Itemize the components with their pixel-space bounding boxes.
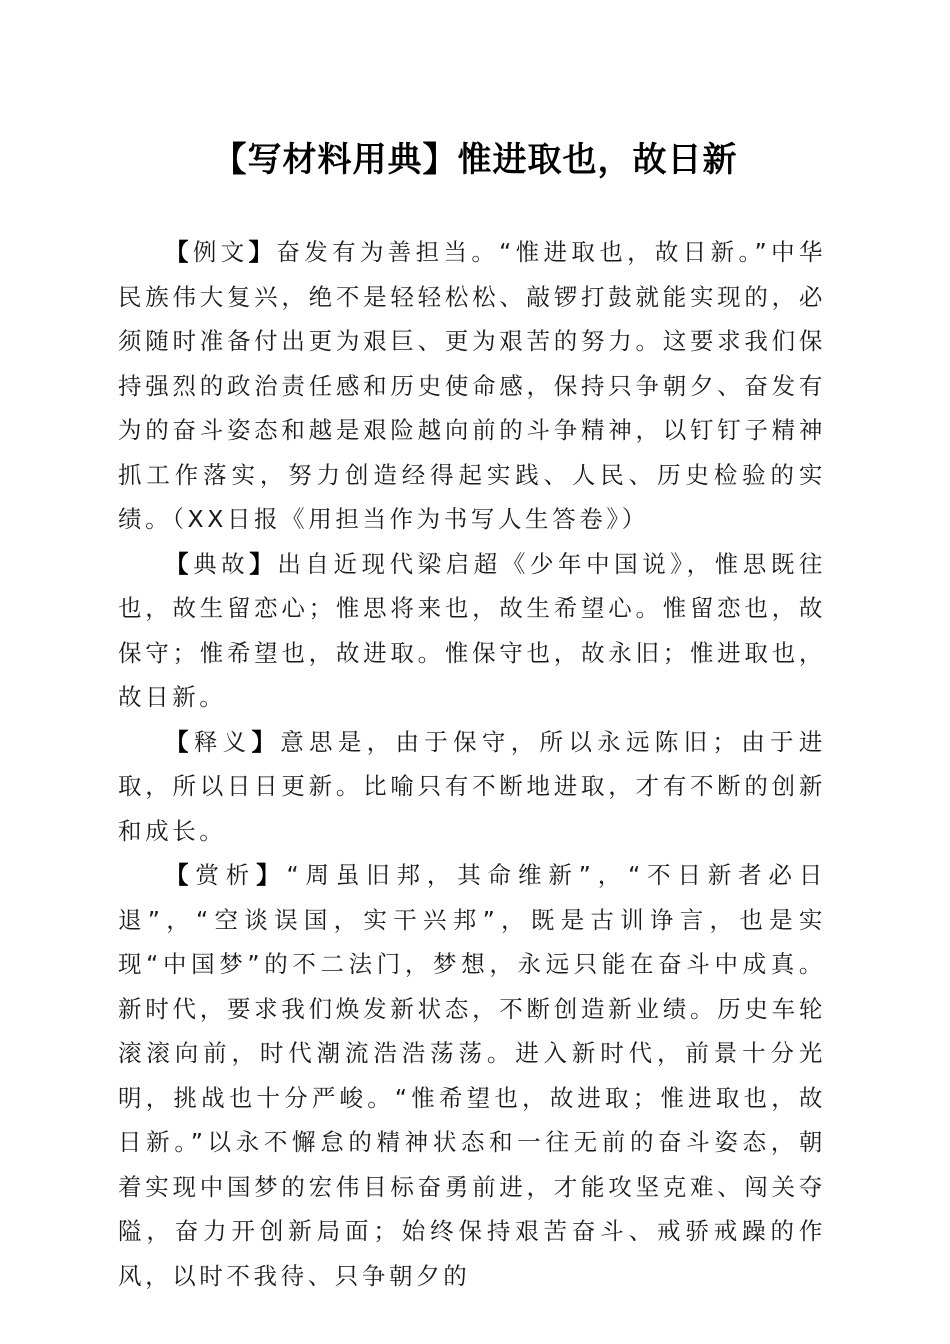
label-example: 例文 [192,238,249,266]
paragraph-appreciation [118,853,826,1298]
label-appreciation: 赏析 [195,861,257,889]
label-bracket-open: 【 [165,727,194,756]
document-body [118,230,826,1298]
label-bracket-close: 】 [248,238,277,266]
label-meaning: 释义 [193,727,252,756]
label-bracket-close: 】 [256,861,287,889]
label-allusion: 典故 [193,549,250,578]
document-title: 【写材料用典】惟进取也，故日新 [212,140,738,180]
paragraph-text: 奋发有为善担当。“惟进取也，故日新。”中华民族伟大复兴，绝不是轻轻松松、敲锣打鼓就能实现的，必须随时准备付出更为艰巨、更为艰苦的努力。这要求我们保持强烈的政治责任感和历史使命感，保持只争朝夕、奋发有为的奋斗姿态和越是艰险越向前的斗争精神，以钉钉子精神抓工作落实，努力创造经得起实践、人民、历史检验的实绩。（XX日报《用担当作为书写人生答卷》） [118,238,827,533]
label-bracket-open: 【 [165,861,196,889]
label-bracket-close: 】 [249,549,278,578]
label-bracket-close: 】 [251,727,281,756]
paragraph-example [118,230,826,542]
paragraph-text: “周虽旧邦，其命维新”，“不日新者必日退”，“空谈误国，实干兴邦”，既是古训诤言，也是实现“中国梦”的不二法门，梦想，永远只能在奋斗中成真。新时代，要求我们焕发新状态，不断创造新业绩。历史车轮滚滚向前，时代潮流浩浩荡荡。进入新时代，前景十分光明，挑战也十分严峻。“惟希望也，故进取；惟进取也，故日新。”以永不懈怠的精神状态和一往无前的奋斗姿态，朝着实现中国梦的宏伟目标奋勇前进，才能攻坚克难、闯关夺隘，奋力开创新局面；始终保持艰苦奋斗、戒骄戒躁的作风，以时不我待、只争朝夕的 [118,861,826,1290]
paragraph-text: 出自近现代梁启超《少年中国说》，惟思既往也，故生留恋心；惟思将来也，故生希望心。惟留恋也，故保守；惟希望也，故进取。惟保守也，故永旧；惟进取也，故日新。 [118,549,827,711]
label-bracket-open: 【 [165,238,193,266]
paragraph-meaning [118,720,826,854]
paragraph-allusion [118,542,826,720]
paragraph-text: 意思是，由于保守，所以永远陈旧；由于进取，所以日日更新。比喻只有不断地进取，才有不断的创新和成长。 [118,727,826,845]
label-bracket-open: 【 [165,549,194,578]
